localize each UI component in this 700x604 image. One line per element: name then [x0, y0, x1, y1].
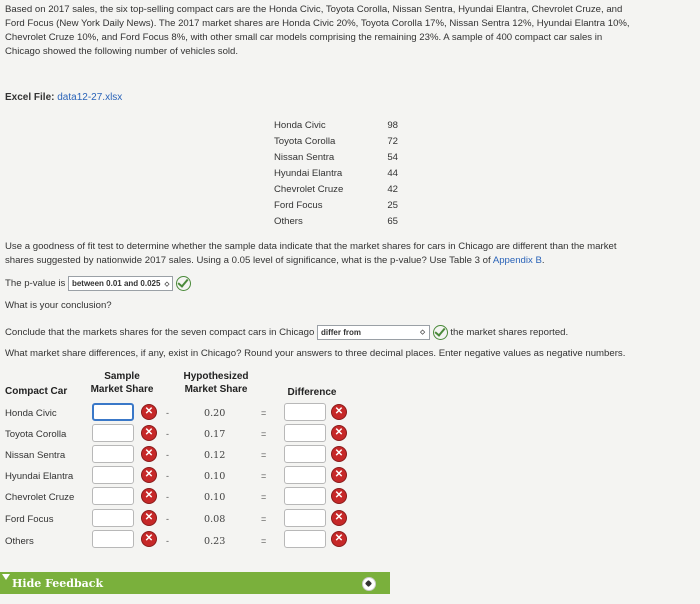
equals-sign: =: [261, 471, 267, 481]
conclusion-question: What is your conclusion?: [5, 300, 112, 311]
select-arrow-icon: ⬦: [164, 281, 170, 288]
header-compact-car: Compact Car: [5, 386, 68, 397]
row-car-name: Toyota Corolla: [5, 429, 67, 440]
difference-input[interactable]: [284, 509, 326, 527]
incorrect-x-icon: ✕: [332, 447, 346, 461]
hypothesized-share: 0.20: [204, 408, 226, 419]
intro-line-4: Chicago showed the following number of vehicles sold.: [5, 46, 239, 57]
minus-sign: -: [166, 536, 169, 546]
equals-sign: =: [261, 514, 267, 524]
sample-row: Honda Civic 98: [274, 120, 398, 131]
pvalue-line: [5, 276, 191, 291]
incorrect-x-icon: ✕: [332, 426, 346, 440]
difference-input[interactable]: [284, 445, 326, 463]
minus-sign: -: [166, 492, 169, 502]
correct-check-icon: [176, 276, 191, 291]
difference-input[interactable]: [284, 466, 326, 484]
row-car-name: Others: [5, 536, 34, 547]
sample-share-input[interactable]: [92, 403, 134, 421]
incorrect-x-icon: ✕: [142, 426, 156, 440]
minus-sign: -: [166, 429, 169, 439]
excel-file-label: Excel File:: [5, 92, 55, 103]
intro-line-2: Ford Focus (New York Daily News). The 2017 market shares are Honda Civic 20%, Toyota Corolla 17%, Nissan Sentra 12%, Hyundai Elantra 10%,: [5, 18, 630, 29]
minus-sign: -: [166, 408, 169, 418]
difference-input[interactable]: [284, 487, 326, 505]
intro-line-1: Based on 2017 sales, the six top-selling compact cars are the Honda Civic, Toyota Corolla, Nissan Sentra, Hyundai Elantra, Chevrolet Cruze, and: [5, 4, 623, 15]
collapse-triangle-icon: [2, 574, 10, 580]
sample-share-input[interactable]: [92, 509, 134, 527]
header-hypothesized: Hypothesized Market Share: [183, 371, 249, 395]
conclude-select[interactable]: differ from ⬦: [317, 325, 430, 340]
pvalue-prefix: The p-value is: [5, 278, 66, 290]
hypothesized-share: 0.23: [204, 536, 226, 547]
incorrect-x-icon: ✕: [332, 532, 346, 546]
differences-question: What market share differences, if any, exist in Chicago? Round your answers to three decimal places. Enter negative values as negative numbers.: [5, 348, 626, 359]
question-line-1: Use a goodness of fit test to determine whether the sample data indicate that the market shares for cars in Chicago are different than the market: [5, 241, 617, 252]
minus-sign: -: [166, 471, 169, 481]
hypothesized-share: 0.10: [204, 492, 226, 503]
conclude-suffix: the market shares reported.: [450, 327, 569, 339]
hypothesized-share: 0.17: [204, 429, 226, 440]
hypothesized-share: 0.12: [204, 450, 226, 461]
incorrect-x-icon: ✕: [332, 511, 346, 525]
sample-row: Ford Focus 25: [274, 200, 398, 211]
excel-file-line: [5, 92, 122, 103]
incorrect-x-icon: ✕: [332, 468, 346, 482]
sample-share-input[interactable]: [92, 487, 134, 505]
intro-line-3: Chevrolet Cruze 10%, and Ford Focus 8%, with other small car models comprising the remaining 23%. A sample of 400 compact car sales in: [5, 32, 603, 43]
sample-row: Hyundai Elantra 44: [274, 168, 398, 179]
equals-sign: =: [261, 429, 267, 439]
difference-input[interactable]: [284, 403, 326, 421]
incorrect-x-icon: ✕: [142, 489, 156, 503]
row-car-name: Ford Focus: [5, 514, 54, 525]
minus-sign: -: [166, 450, 169, 460]
equals-sign: =: [261, 536, 267, 546]
header-difference: Difference: [287, 387, 337, 398]
hypothesized-share: 0.08: [204, 514, 226, 525]
conclude-line: [5, 325, 695, 340]
excel-file-link[interactable]: data12-27.xlsx: [57, 92, 123, 103]
incorrect-x-icon: ✕: [142, 511, 156, 525]
equals-sign: =: [261, 408, 267, 418]
question-line-2: shares suggested by nationwide 2017 sales. Using a 0.05 level of significance, what is the p-value? Use Table 3 of Appendix B.: [5, 255, 545, 266]
hide-feedback-bar[interactable]: [0, 572, 390, 594]
row-car-name: Honda Civic: [5, 408, 57, 419]
incorrect-x-icon: ✕: [142, 532, 156, 546]
incorrect-x-icon: ✕: [142, 447, 156, 461]
sample-share-input[interactable]: [92, 466, 134, 484]
correct-check-icon: [433, 325, 448, 340]
row-car-name: Nissan Sentra: [5, 450, 66, 461]
sample-share-input[interactable]: [92, 424, 134, 442]
row-car-name: Hyundai Elantra: [5, 471, 74, 482]
sample-row: Others 65: [274, 216, 398, 227]
select-arrow-icon: ⬦: [420, 329, 425, 336]
difference-input[interactable]: [284, 530, 326, 548]
sample-row: Chevrolet Cruze 42: [274, 184, 398, 195]
pvalue-select[interactable]: between 0.01 and 0.025 ⬦: [68, 276, 173, 291]
incorrect-x-icon: ✕: [142, 405, 156, 419]
equals-sign: =: [261, 450, 267, 460]
sample-share-input[interactable]: [92, 530, 134, 548]
incorrect-x-icon: ✕: [332, 489, 346, 503]
row-car-name: Chevrolet Cruze: [5, 492, 75, 503]
sample-row: Toyota Corolla 72: [274, 136, 398, 147]
incorrect-x-icon: ✕: [142, 468, 156, 482]
conclude-prefix: Conclude that the markets shares for the seven compact cars in Chicago: [5, 327, 315, 339]
difference-input[interactable]: [284, 424, 326, 442]
sample-row: Nissan Sentra 54: [274, 152, 398, 163]
header-sample: Sample Market Share: [90, 371, 154, 395]
appendix-link[interactable]: Appendix B: [492, 255, 542, 266]
minus-sign: -: [166, 514, 169, 524]
sample-share-input[interactable]: [92, 445, 134, 463]
problem-statement: [5, 3, 693, 59]
hide-feedback-label: Hide Feedback: [12, 577, 104, 590]
question-text: [5, 240, 693, 268]
hypothesized-share: 0.10: [204, 471, 226, 482]
equals-sign: =: [261, 492, 267, 502]
feedback-toggle-icon[interactable]: [362, 577, 376, 591]
incorrect-x-icon: ✕: [332, 405, 346, 419]
sample-data-table: [274, 120, 398, 232]
